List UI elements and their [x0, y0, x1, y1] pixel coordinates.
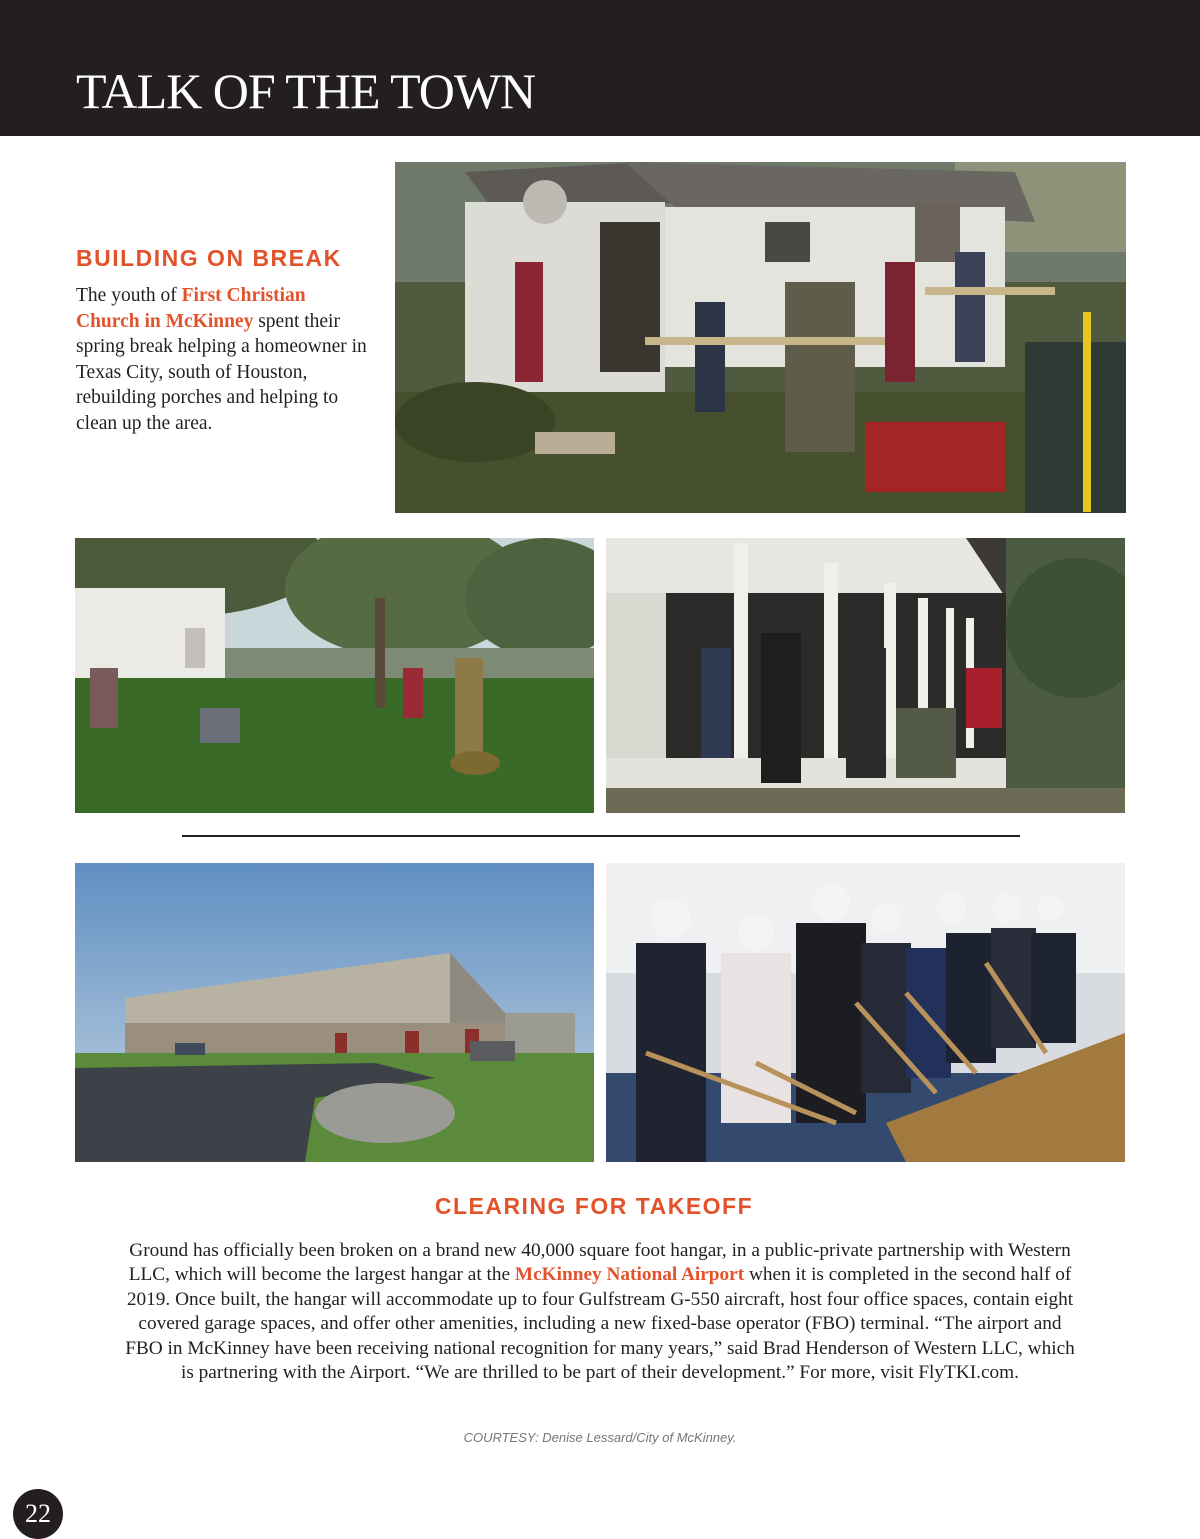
- story-body-building-on-break: [76, 283, 368, 436]
- story-body-clearing-for-takeoff: [120, 1239, 1080, 1385]
- story-heading-building-on-break: BUILDING ON BREAK: [76, 245, 342, 271]
- page-number: 22: [13, 1489, 63, 1539]
- photo-porch-rebuild: [606, 538, 1125, 813]
- photo-credit: COURTESY: Denise Lessard/City of McKinney.: [463, 1430, 737, 1445]
- body-text: spent their spring break helping a homeowner in Texas City, south of Houston, rebuilding porches and helping to clean up the area.: [76, 310, 367, 434]
- church-name-highlight: First Christian Church in McKinney: [76, 285, 306, 332]
- divider-rule: [182, 835, 1020, 837]
- photo-backyard-cleanup: [75, 538, 594, 813]
- section-title: TALK OF THE TOWN: [76, 63, 536, 119]
- header-bar: [0, 0, 1200, 136]
- body-text: when it is completed in the second half of 2019. Once built, the hangar will accommodate up to four Gulfstream G-550 aircraft, host four office spaces, contain eight covered garage spaces, and offer other amenities, including a new fixed-base operator (FBO) terminal. “The airport and FBO in McKinney have been receiving national recognition for many years,” said Brad Henderson of Western LLC, which is partnering with the Airport. “We are thrilled to be part of their development.” For more, visit FlyTKI.com.: [125, 1264, 1075, 1384]
- body-text: The youth of: [76, 285, 182, 306]
- photo-volunteers-carrying-lumber: [395, 162, 1126, 513]
- photo-groundbreaking-ceremony: [606, 863, 1125, 1162]
- story-heading-clearing-for-takeoff: CLEARING FOR TAKEOFF: [434, 1193, 754, 1219]
- airport-name-highlight: McKinney National Airport: [514, 1264, 745, 1286]
- body-text: Ground has officially been broken on a brand new 40,000 square foot hangar, in a public-private partnership with Western LLC, which will become the largest hangar at the: [128, 1240, 1071, 1286]
- photo-hangar-rendering: [75, 863, 594, 1162]
